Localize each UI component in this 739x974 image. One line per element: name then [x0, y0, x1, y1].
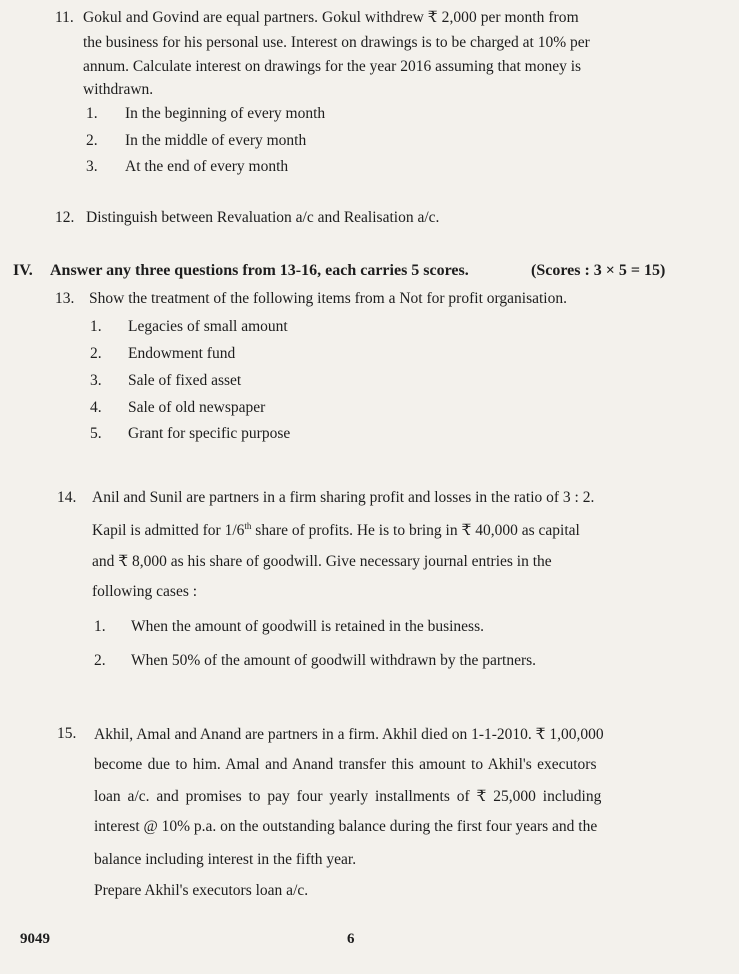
- section-heading: Answer any three questions from 13-16, each carries 5 scores.: [50, 262, 469, 279]
- item-number: 2.: [90, 345, 102, 362]
- item-number: 1.: [94, 618, 106, 635]
- superscript: th: [244, 520, 252, 531]
- question-text-line: Prepare Akhil's executors loan a/c.: [94, 882, 309, 899]
- question-text-line: withdrawn.: [83, 81, 154, 98]
- paper-code: 9049: [20, 931, 50, 947]
- question-text-line: balance including interest in the fifth year.: [94, 851, 357, 868]
- item-number: 2.: [94, 652, 106, 669]
- question-number: 11.: [55, 9, 74, 26]
- question-text-line: annum. Calculate interest on drawings for the year 2016 assuming that money is: [83, 58, 582, 75]
- question-number: 13.: [55, 290, 75, 307]
- question-number: 14.: [57, 489, 77, 506]
- item-text: When the amount of goodwill is retained in the business.: [131, 618, 484, 635]
- question-text-line: loan a/c. and promises to pay four yearly installments of ₹ 25,000 including: [94, 788, 602, 805]
- question-text-line: following cases :: [92, 583, 198, 600]
- question-text-line: [92, 521, 580, 540]
- text-part: share of profits. He is to bring in ₹ 40,000 as capital: [251, 522, 580, 539]
- item-number: 2.: [86, 132, 98, 149]
- question-text-line: Gokul and Govind are equal partners. Gokul withdrew ₹ 2,000 per month from: [83, 9, 579, 26]
- section-scores: (Scores : 3 × 5 = 15): [531, 262, 666, 279]
- question-text-line: interest @ 10% p.a. on the outstanding balance during the first four years and the: [94, 818, 598, 835]
- item-text: Legacies of small amount: [128, 318, 288, 335]
- item-text: In the middle of every month: [125, 132, 307, 149]
- question-text-line: the business for his personal use. Interest on drawings is to be charged at 10% per: [83, 34, 590, 51]
- question-text-line: and ₹ 8,000 as his share of goodwill. Give necessary journal entries in the: [92, 553, 552, 570]
- page-number: 6: [347, 931, 355, 947]
- item-number: 4.: [90, 399, 102, 416]
- item-number: 3.: [86, 158, 98, 175]
- item-number: 1.: [86, 105, 98, 122]
- question-text-line: Anil and Sunil are partners in a firm sharing profit and losses in the ratio of 3 : 2.: [92, 489, 595, 506]
- item-text: At the end of every month: [125, 158, 289, 175]
- question-text-line: become due to him. Amal and Anand transfer this amount to Akhil's executors: [94, 756, 597, 773]
- section-number: IV.: [13, 262, 33, 279]
- text-part: Kapil is admitted for 1/6: [92, 522, 245, 539]
- item-text: Sale of old newspaper: [128, 399, 266, 416]
- item-number: 5.: [90, 425, 102, 442]
- question-text-line: Akhil, Amal and Anand are partners in a firm. Akhil died on 1-1-2010. ₹ 1,00,000: [94, 726, 604, 743]
- item-number: 1.: [90, 318, 102, 335]
- question-13-text: Show the treatment of the following items from a Not for profit organisation.: [89, 290, 567, 307]
- question-12-text: Distinguish between Revaluation a/c and Realisation a/c.: [86, 209, 440, 226]
- item-text: Sale of fixed asset: [128, 372, 242, 389]
- item-text: In the beginning of every month: [125, 105, 326, 122]
- item-text: Grant for specific purpose: [128, 425, 291, 442]
- item-text: Endowment fund: [128, 345, 236, 362]
- question-number: 15.: [57, 725, 77, 742]
- item-text: When 50% of the amount of goodwill withdrawn by the partners.: [131, 652, 537, 669]
- item-number: 3.: [90, 372, 102, 389]
- question-number: 12.: [55, 209, 75, 226]
